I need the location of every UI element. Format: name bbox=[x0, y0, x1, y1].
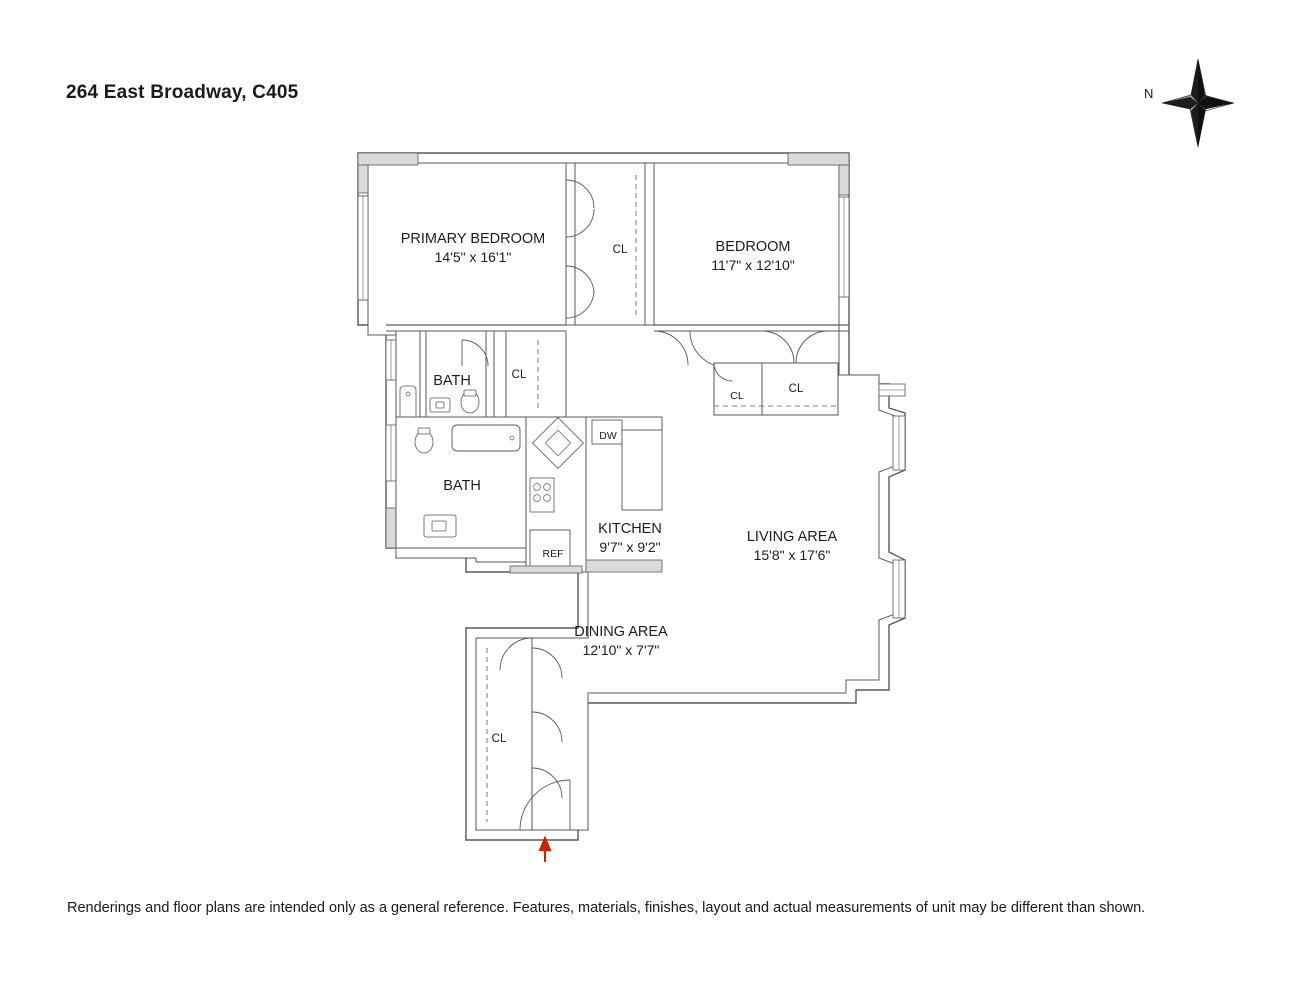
page-title: 264 East Broadway, C405 bbox=[66, 82, 299, 103]
room-dims: 12'10" x 7'7" bbox=[582, 642, 660, 658]
closet-label-bedroom-small: CL bbox=[730, 390, 744, 402]
room-name: LIVING AREA bbox=[746, 529, 838, 545]
compass-north-label: N bbox=[1144, 86, 1154, 101]
closet-label-hall-upper: CL bbox=[511, 369, 527, 381]
room-dims: 9'7" x 9'2" bbox=[599, 539, 661, 555]
room-label-kitchen bbox=[598, 520, 662, 556]
closet-label-entry: CL bbox=[491, 733, 507, 745]
room-name: BATH bbox=[443, 478, 481, 494]
room-name: KITCHEN bbox=[598, 521, 662, 537]
room-dims: 14'5" x 16'1" bbox=[434, 249, 512, 265]
room-label-bedroom bbox=[711, 238, 795, 274]
room-label-living-area bbox=[747, 528, 837, 564]
room-label-bath-lower bbox=[443, 477, 481, 495]
room-name: BEDROOM bbox=[715, 239, 791, 255]
room-dims: 11'7" x 12'10" bbox=[711, 257, 795, 273]
room-dims: 15'8" x 17'6" bbox=[753, 547, 831, 563]
dishwasher-label: DW bbox=[599, 430, 617, 442]
entry-arrow-icon bbox=[540, 838, 550, 862]
room-label-dining-area bbox=[574, 623, 667, 659]
room-label-bath-upper bbox=[433, 372, 471, 390]
room-name: DINING AREA bbox=[574, 624, 668, 640]
room-name: PRIMARY BEDROOM bbox=[400, 231, 546, 247]
refrigerator-label: REF bbox=[542, 548, 564, 560]
room-name: BATH bbox=[433, 373, 471, 389]
closet-label-bedroom-large: CL bbox=[788, 383, 804, 395]
closet-label-primary-bedroom: CL bbox=[612, 244, 628, 256]
disclaimer-text: Renderings and floor plans are intended only as a general reference. Features, materials, finishes, layout and actual measurements of unit may be different than shown. bbox=[67, 900, 1146, 916]
room-label-primary-bedroom bbox=[401, 230, 546, 266]
